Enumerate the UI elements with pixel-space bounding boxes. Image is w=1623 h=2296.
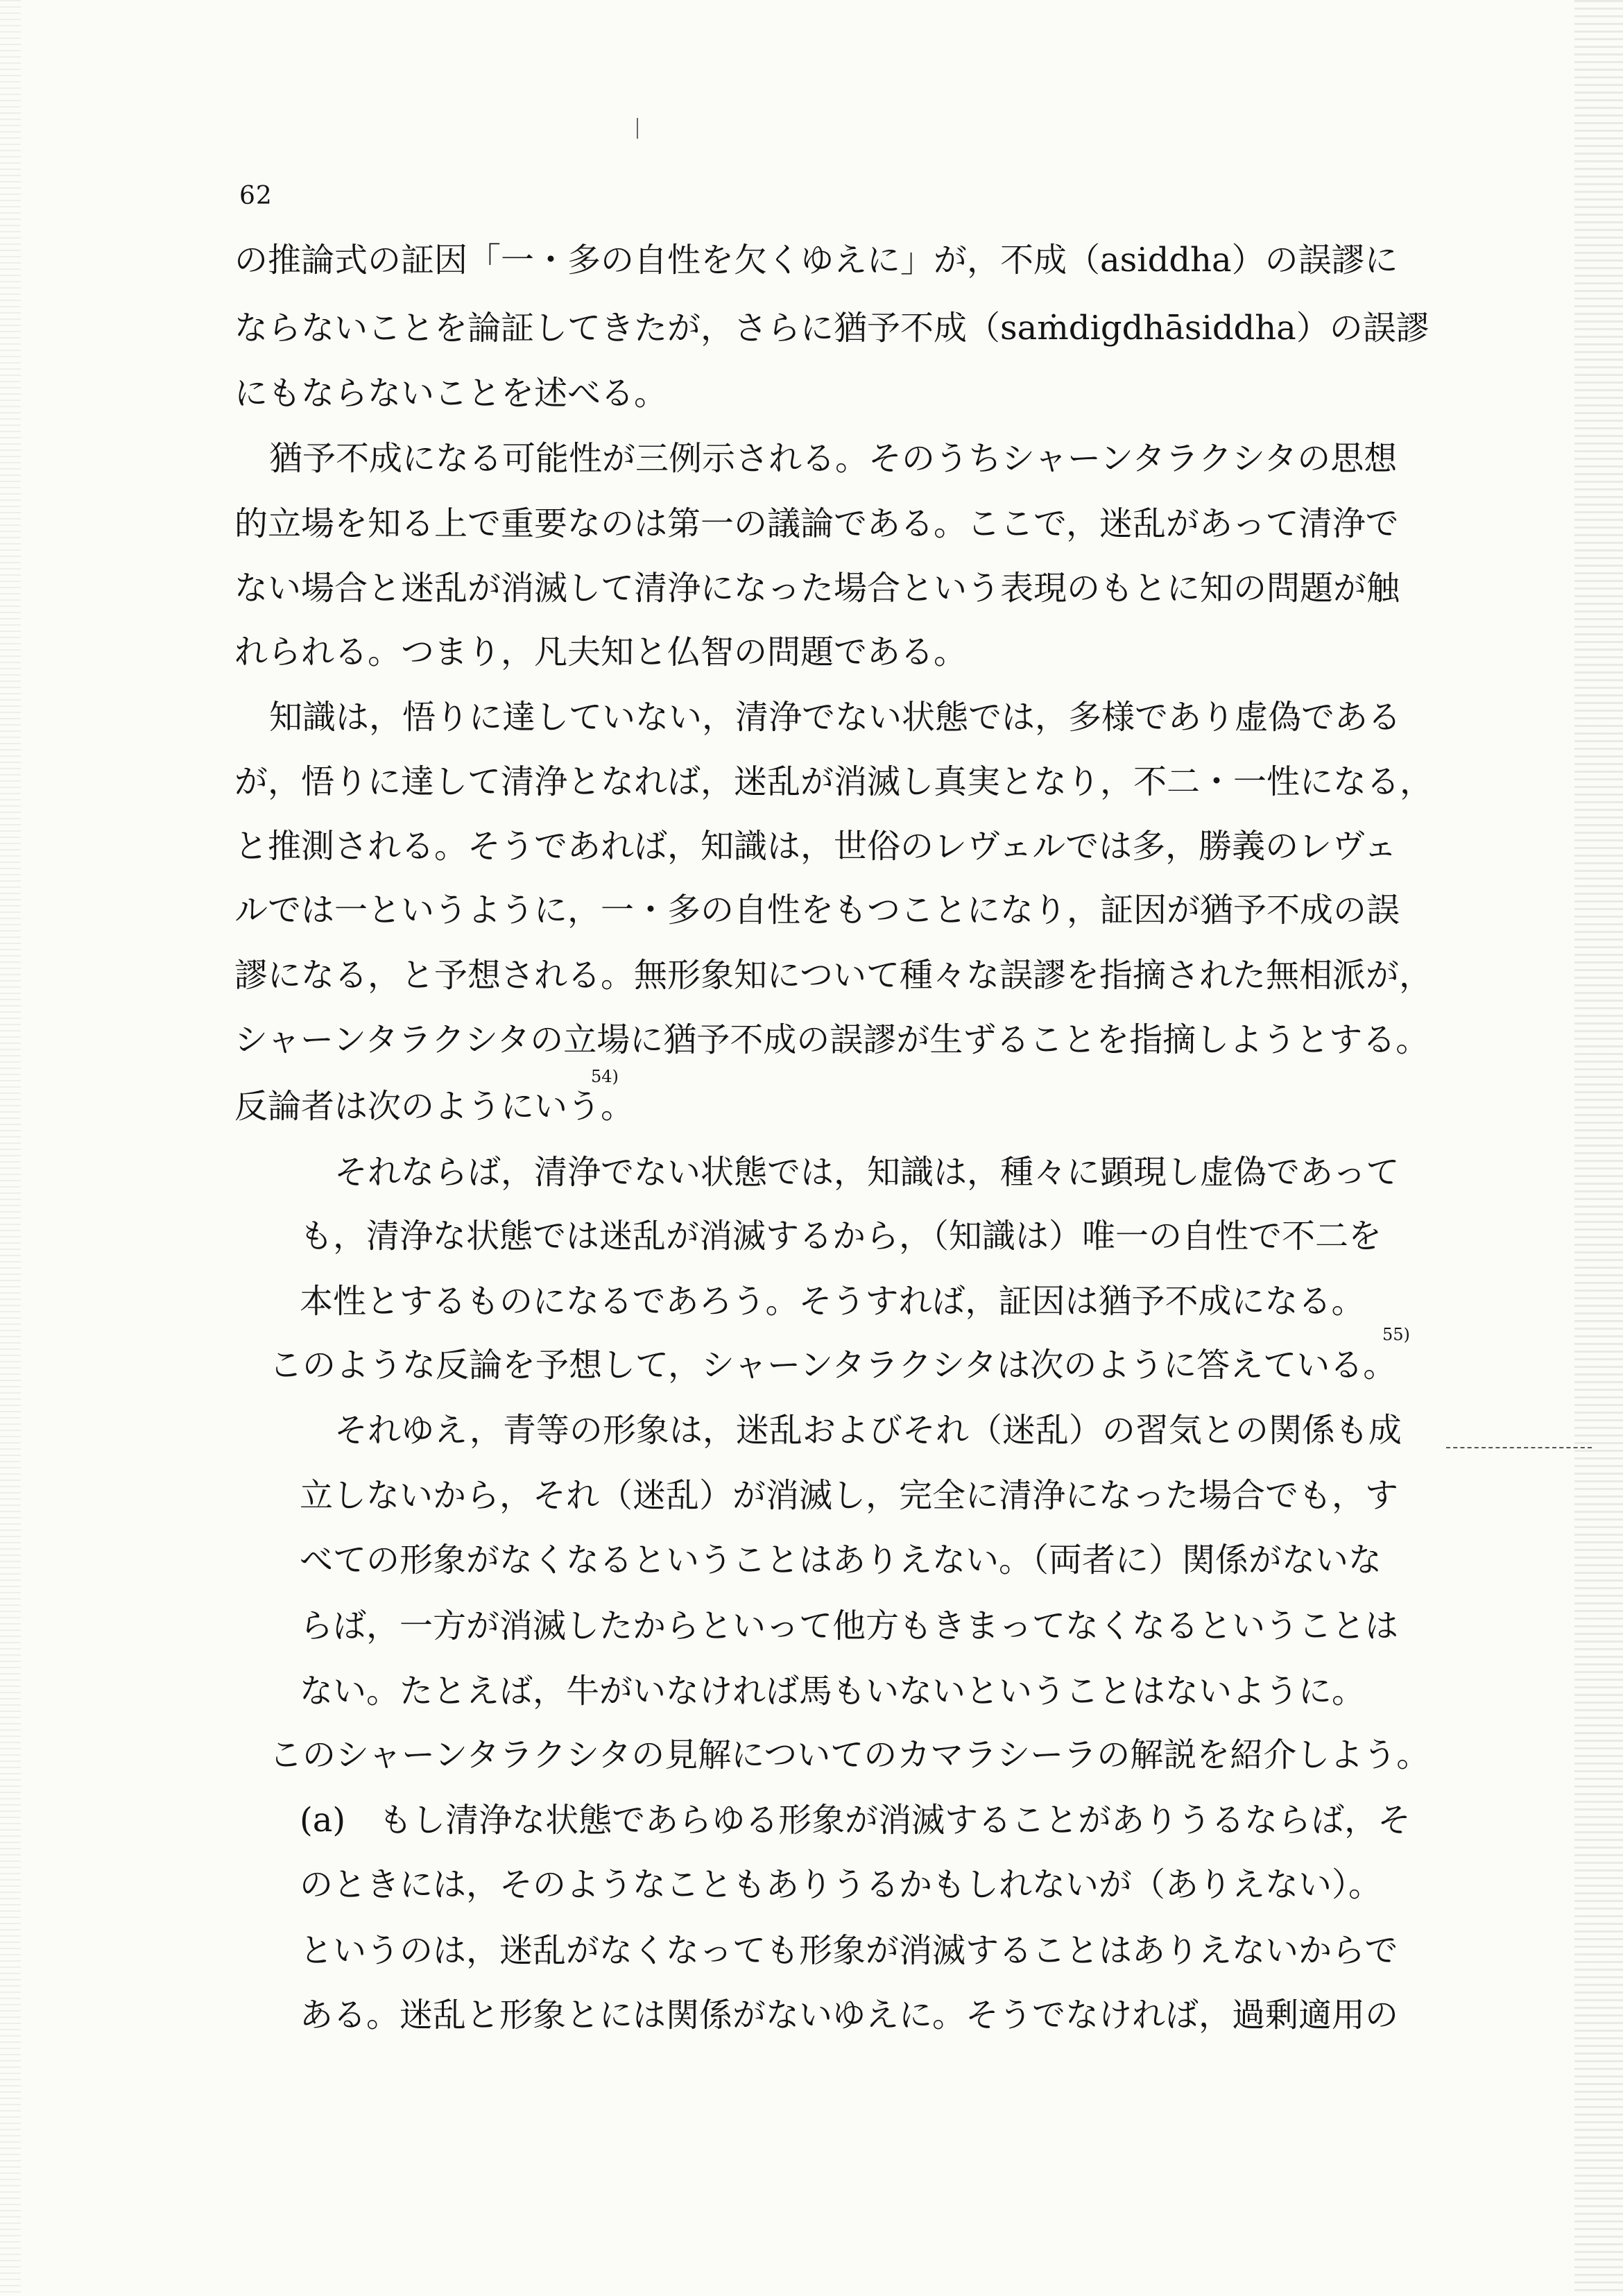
text-line: と推測される。そうであれば，知識は，世俗のレヴェルでは多，勝義のレヴェ: [234, 827, 1398, 866]
text-line: 反論者は次のようにいう。: [234, 1087, 635, 1126]
quote-line: のときには，そのようなこともありうるかもしれないが（ありえない）。: [300, 1865, 1382, 1904]
quote-line: それゆえ，青等の形象は，迷乱およびそれ（迷乱）の習気との関係も成: [334, 1411, 1402, 1450]
text-line: ルでは一というように，一・多の自性をもつことになり，証因が猶予不成の誤: [234, 891, 1400, 929]
scan-edge-left: [0, 0, 21, 2296]
text-line: が，悟りに達して清浄となれば，迷乱が消滅し真実となり，不二・一性になる，: [234, 762, 1434, 801]
text-line: 的立場を知る上で重要なのは第一の議論である。ここで，迷乱があって清浄で: [234, 504, 1399, 543]
footnote-ref-55: 55): [1382, 1325, 1410, 1344]
text-line: このような反論を予想して，シャーンタラクシタは次のように答えている。: [269, 1346, 1397, 1385]
text-line: にもならないことを述べる。: [234, 374, 668, 413]
quote-line: も，清浄な状態では迷乱が消滅するから，（知識は）唯一の自性で不二を: [300, 1217, 1382, 1256]
text-line: 知識は，悟りに達していない，清浄でない状態では，多様であり虚偽である: [269, 698, 1402, 737]
text-line: このシャーンタラクシタの見解についてのカマラシーラの解説を紹介しよう。: [269, 1736, 1430, 1774]
text-line: 謬になる，と予想される。無形象知について種々な誤謬を指摘された無相派が，: [234, 956, 1433, 995]
quote-line: 本性とするものになるであろう。そうすれば，証因は猶予不成になる。: [300, 1282, 1365, 1321]
quote-line: ある。迷乱と形象とには関係がないゆえに。そうでなければ，過剰適用の: [300, 1996, 1399, 2034]
scan-mark: [637, 118, 638, 139]
quote-line: ない。たとえば，牛がいなければ馬もいないということはないように。: [300, 1672, 1366, 1711]
page-number: 62: [239, 182, 273, 210]
quote-line: べての形象がなくなるということはありえない。（両者に）関係がないな: [300, 1541, 1382, 1579]
scan-edge-right: [1574, 0, 1623, 2296]
quote-line: というのは，迷乱がなくなっても形象が消滅することはありえないからで: [300, 1931, 1398, 1970]
footnote-ref-54: 54): [591, 1067, 619, 1086]
text-line: の推論式の証因「一・多の自性を欠くゆえに」が，不成（asiddha）の誤謬に: [234, 241, 1398, 280]
quote-line: (a) もし清浄な状態であらゆる形象が消滅することがありうるならば，そ: [300, 1801, 1411, 1840]
margin-rule: [1446, 1447, 1592, 1448]
text-line: 猶予不成になる可能性が三例示される。そのうちシャーンタラクシタの思想: [269, 439, 1398, 478]
text-line: れられる。つまり，凡夫知と仏智の問題である。: [234, 633, 968, 671]
quote-line: それならば，清浄でない状態では，知識は，種々に顕現し虚偽であって: [334, 1153, 1400, 1192]
quote-line: らば，一方が消滅したからといって他方もきまってなくなるということは: [300, 1607, 1399, 1645]
text-line: シャーンタラクシタの立場に猶予不成の誤謬が生ずることを指摘しようとする。: [234, 1020, 1429, 1059]
text-line: ない場合と迷乱が消滅して清浄になった場合という表現のもとに知の問題が触: [234, 569, 1400, 608]
quote-line: 立しないから，それ（迷乱）が消滅し，完全に清浄になった場合でも，す: [300, 1476, 1399, 1515]
text-line: ならないことを論証してきたが，さらに猶予不成（saṁdigdhāsiddha）の誤謬: [234, 309, 1429, 348]
